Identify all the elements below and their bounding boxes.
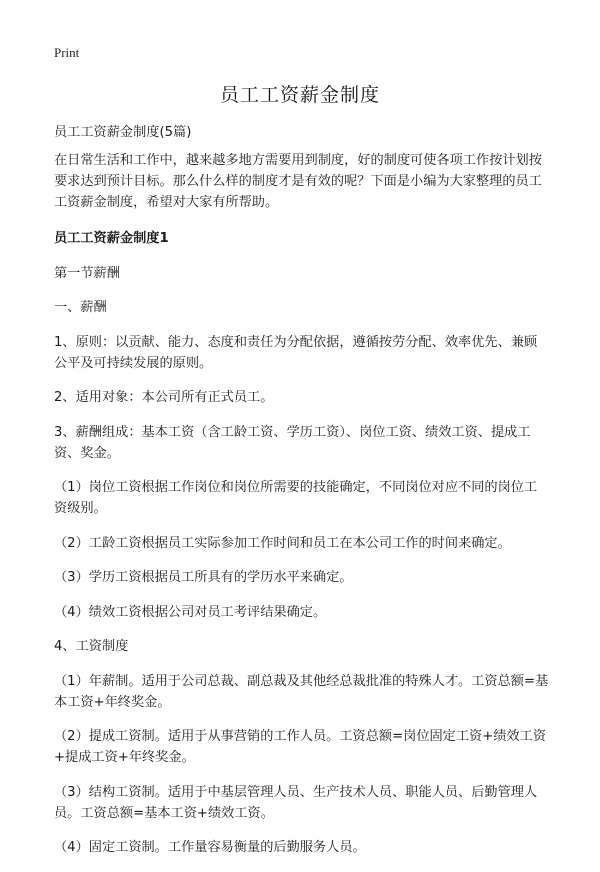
paragraph: 3、薪酬组成：基本工资（含工龄工资、学历工资）、岗位工资、绩效工资、提成工资、奖金。 <box>54 424 531 461</box>
paragraph: （1）岗位工资根据工作岗位和岗位所需要的技能确定，不同岗位对应不同的岗位工资级别。 <box>54 480 538 516</box>
paragraph: （1）年薪制。适用于公司总裁、副总裁及其他经总裁批准的特殊人才。工资总额=基本工资+年终奖金。 <box>54 673 549 710</box>
paragraph: （4）固定工资制。工作量容易衡量的后勤服务人员。 <box>54 840 366 855</box>
paragraph: （3）学历工资根据员工所具有的学历水平来确定。 <box>54 570 353 585</box>
paragraph: 2、适用对象：本公司所有正式员工。 <box>54 390 274 405</box>
paragraph: 一、薪酬 <box>54 300 107 315</box>
intro-paragraph: 在日常生活和工作中，越来越多地方需要用到制度，好的制度可使各项工作按计划按要求达到预计目标。那么什么样的制度才是有效的呢？下面是小编为大家整理的员工工资薪金制度，希望对大家有所帮助。 <box>54 153 542 210</box>
paragraph: 1、原则：以贡献、能力、态度和责任为分配依据，遵循按劳分配、效率优先、兼顾公平及可持续发展的原则。 <box>54 334 538 371</box>
paragraph: 第一节薪酬 <box>54 265 120 281</box>
paragraph: （4）绩效工资根据公司对员工考评结果确定。 <box>54 604 327 620</box>
document-body <box>54 122 550 872</box>
section-heading: 员工工资薪金制度1 <box>54 231 169 246</box>
paragraph: （3）结构工资制。适用于中基层管理人员、生产技术人员、职能人员、后勤管理人员。工资总额=基本工资+绩效工资。 <box>54 784 538 821</box>
paragraph: （2）工龄工资根据员工实际参加工作时间和员工在本公司工作的时间来确定。 <box>54 535 511 551</box>
document-title: 员工工资薪金制度 <box>219 84 380 106</box>
paragraph: （2）提成工资制。适用于从事营销的工作人员。工资总额=岗位固定工资+绩效工资+提成工资+年终奖金。 <box>54 729 547 765</box>
paragraph: 4、工资制度 <box>54 639 129 654</box>
document-subtitle: 员工工资薪金制度(5篇) <box>54 125 192 140</box>
print-link[interactable]: Print <box>54 45 80 60</box>
